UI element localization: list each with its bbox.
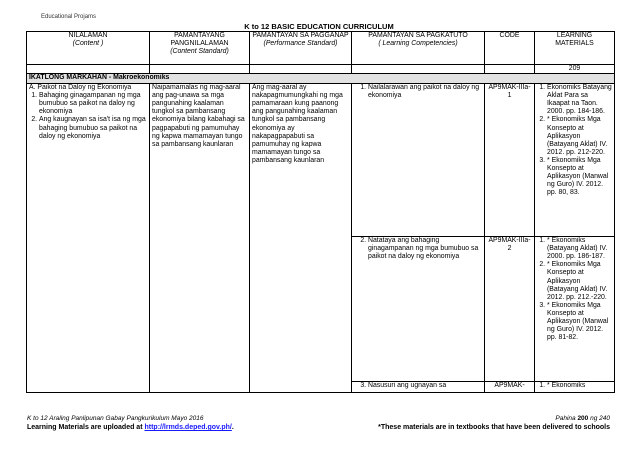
curriculum-table (26, 31, 615, 393)
competency-text: 3. Nasusuri ang ugnayan sa (368, 382, 482, 390)
materials-cell (535, 382, 615, 393)
code-cell: AP9MAK-IIIa-1 (485, 84, 535, 237)
header-learning-materials: LEARNING MATERIALS (535, 32, 615, 65)
content-standard-cell: Naipamamalas ng mag-aaral ang pag-unawa sa mga pangunahing kaalaman tungkol sa pambansang ekonomiya bilang kabahagi sa pagpapabuti ng pamumuhay ng kapwa mamamayan tungo sa pambansang kaunlaran (150, 84, 250, 393)
header-row (27, 32, 615, 65)
section-row (27, 74, 615, 84)
header-content: NILALAMAN (Content ) (27, 32, 150, 65)
competency-cell (352, 237, 485, 382)
competency-text: 2. Natataya ang bahaging ginagampanan ng mga bumubuo sa paikot na daloy ng ekonomiya (368, 237, 482, 261)
competency-cell (352, 84, 485, 237)
material-item: 2. * Ekonomiks Mga Konsepto at Aplikasyon (Batayang Aklat) IV. 2012. pp. 212.-220. (547, 261, 612, 301)
lrmds-link[interactable]: http://lrmds.deped.gov.ph/ (144, 424, 232, 431)
material-item: 1. * Ekonomiks (547, 382, 612, 390)
section-heading: IKATLONG MARKAHAN - Makroekonomiks (27, 74, 615, 84)
competency-cell (352, 382, 485, 393)
content-item: 2. Ang kaugnayan sa isa't isa ng mga bahaging bumubuo sa paikot na daloy ng ekonomiya (39, 116, 147, 140)
materials-cell (535, 237, 615, 382)
footer-uploaded: Learning Materials are uploaded at http://lrmds.deped.gov.ph/. (27, 424, 234, 431)
materials-cell (535, 84, 615, 237)
page-ref-row (27, 65, 615, 74)
header-learning-competencies: PAMANTAYAN SA PAGKATUTO ( Learning Competencies) (352, 32, 485, 65)
competency-text: 1. Nailalarawan ang paikot na daloy ng ekonomiya (368, 84, 482, 100)
footer-note: *These materials are in textbooks that have been delivered to schools (378, 424, 610, 431)
material-item: 1. * Ekonomiks (Batayang Aklat) IV. 2000. pp. 186-187. (547, 237, 612, 261)
material-item: 2. * Ekonomiks Mga Konsepto at Aplikasyon (Batayang Aklat) IV. 2012. pp. 212-220. (547, 116, 612, 156)
material-item: 3. * Ekonomiks Mga Konsepto at Aplikasyon (Manwal ng Guro) IV. 2012. pp. 80, 83. (547, 157, 612, 197)
footer-page-number: Pahina 200 ng 240 (555, 415, 610, 422)
code-cell: AP9MAK- (485, 382, 535, 393)
material-item: 3. * Ekonomiks Mga Konsepto at Aplikasyon (Manwal ng Guro) IV. 2012. pp. 81-82. (547, 302, 612, 342)
page-ref-number: 209 (535, 65, 615, 74)
code-cell: AP9MAK-IIIa-2 (485, 237, 535, 382)
content-heading: A. Paikot na Daloy ng Ekonomiya (29, 84, 132, 92)
performance-standard-cell: Ang mag-aaral ay nakapagmumungkahi ng mga pamamaraan kung paanong ang pangunahing kaalaman tungkol sa pambansang ekonomiya ay nakapagpapabuti sa pamumuhay ng kapwa mamamayan tungo sa pambansang kaunlaran (250, 84, 352, 393)
document-title: K to 12 BASIC EDUCATION CURRICULUM (244, 22, 394, 31)
header-performance-standard: PAMANTAYAN SA PAGGANAP (Performance Standard) (250, 32, 352, 65)
content-cell (27, 84, 150, 393)
header-content-standard: PAMANTAYANG PANGNILALAMAN (Content Standard) (150, 32, 250, 65)
content-item: 1. Bahaging ginagampanan ng mga bumubuo sa paikot na daloy ng ekonomiya (39, 92, 147, 116)
watermark-text: Educational Projams (41, 14, 97, 20)
footer-guide: K to 12 Araling Panlipunan Gabay Pangkurikulum Mayo 2016 (27, 415, 204, 422)
table-row (27, 84, 615, 237)
material-item: 1. Ekonomiks Batayang Aklat Para sa Ikaapat na Taon. 2000. pp. 184-186. (547, 84, 612, 116)
header-code: CODE (485, 32, 535, 65)
